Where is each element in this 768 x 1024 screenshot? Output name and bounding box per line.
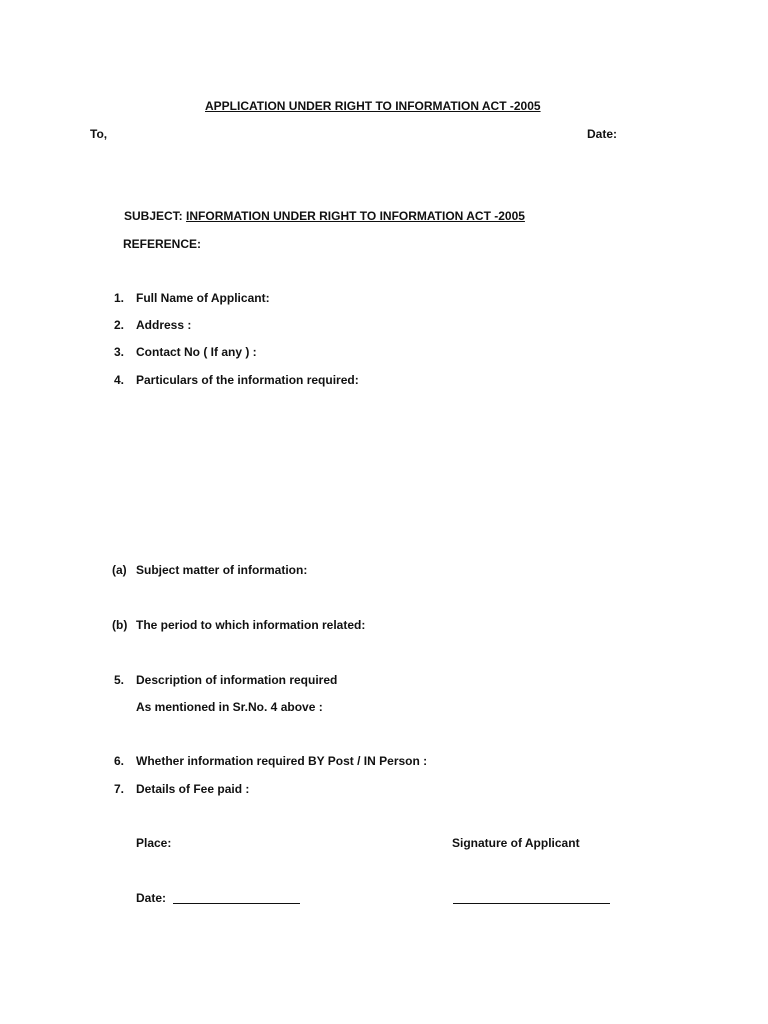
list-item-number: 2. bbox=[113, 318, 124, 332]
contact-label: Contact No ( If any ) : bbox=[136, 345, 257, 359]
list-item-number: 1. bbox=[113, 291, 124, 305]
signature-label: Signature of Applicant bbox=[452, 836, 580, 850]
full-name-label: Full Name of Applicant: bbox=[136, 291, 270, 305]
subject-matter-label: Subject matter of information: bbox=[136, 563, 308, 577]
signature-blank-line bbox=[453, 903, 610, 904]
reference-label: REFERENCE: bbox=[123, 237, 202, 251]
list-item-number: 6. bbox=[113, 754, 124, 768]
date-label: Date: bbox=[587, 127, 618, 141]
description-subtext: As mentioned in Sr.No. 4 above : bbox=[136, 700, 323, 714]
list-item-number: 5. bbox=[113, 673, 124, 687]
list-item-number: 7. bbox=[113, 782, 124, 796]
description-label: Description of information required bbox=[136, 673, 338, 687]
document-title: APPLICATION UNDER RIGHT TO INFORMATION ACT -2005 bbox=[205, 99, 541, 113]
date-blank-line bbox=[173, 903, 300, 904]
sub-item-number: (b) bbox=[112, 618, 128, 632]
address-label: Address : bbox=[136, 318, 192, 332]
particulars-label: Particulars of the information required: bbox=[136, 373, 359, 387]
delivery-mode-label: Whether information required BY Post / IN Person : bbox=[136, 754, 428, 768]
subject-line bbox=[124, 209, 525, 223]
list-item-number: 4. bbox=[113, 373, 124, 387]
sub-item-number: (a) bbox=[112, 563, 127, 577]
fee-label: Details of Fee paid : bbox=[136, 782, 250, 796]
to-label: To, bbox=[90, 127, 108, 141]
subject-text: INFORMATION UNDER RIGHT TO INFORMATION ACT -2005 bbox=[186, 209, 525, 223]
place-label: Place: bbox=[136, 836, 172, 850]
subject-prefix: SUBJECT: bbox=[124, 209, 183, 223]
period-label: The period to which information related: bbox=[136, 618, 366, 632]
list-item-number: 3. bbox=[113, 345, 124, 359]
footer-date-label: Date: bbox=[136, 891, 167, 905]
